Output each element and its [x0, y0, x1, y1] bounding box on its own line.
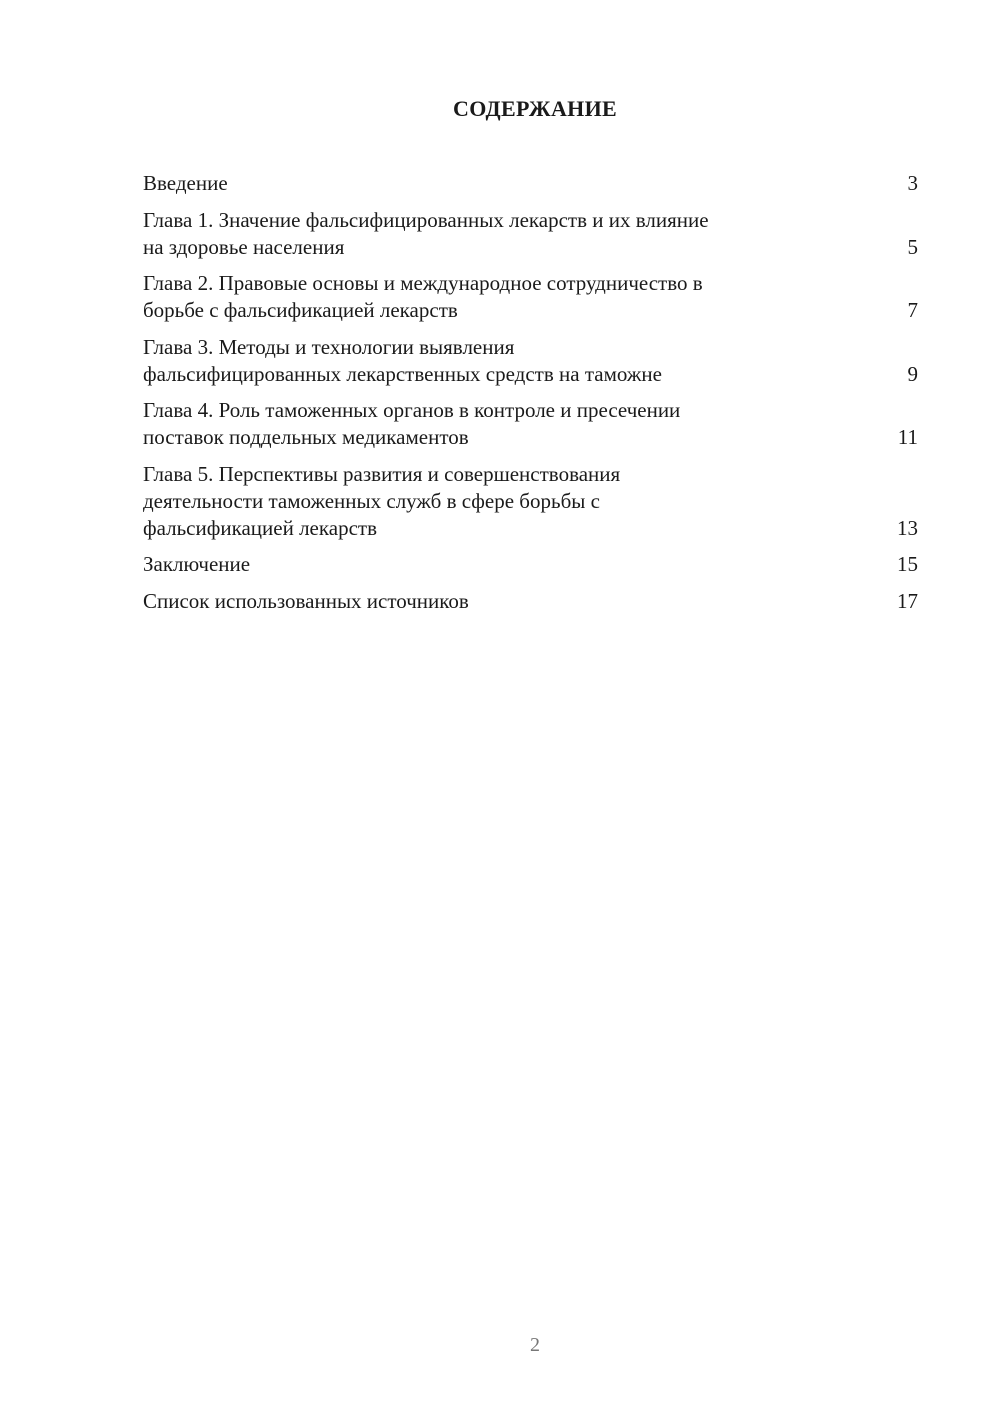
toc-entry-references — [143, 588, 918, 615]
toc-entry-chapter-3 — [143, 334, 918, 388]
toc-entry-text: Введение — [143, 171, 228, 195]
toc-entry-page: 15 — [897, 552, 918, 576]
toc-entry-page: 9 — [907, 361, 918, 386]
toc-entry-page: 11 — [897, 425, 918, 449]
toc-entry-text: Глава 1. Значение фальсифицированных лекарств и их влияние на здоровье населения — [143, 207, 709, 259]
toc-entry-page: 3 — [907, 171, 918, 195]
toc-entry-text: Глава 3. Методы и технологии выявления фальсифицированных лекарственных средств на таможне — [143, 334, 662, 386]
toc-entry-chapter-1 — [143, 207, 918, 261]
page-number: 2 — [530, 1334, 540, 1356]
toc-entry-conclusion — [143, 551, 918, 578]
table-of-contents — [143, 170, 918, 624]
toc-entry-page: 17 — [897, 588, 918, 613]
toc-entry-text: Заключение — [143, 552, 251, 576]
toc-entry-chapter-5 — [143, 461, 918, 542]
toc-entry-page: 13 — [897, 515, 918, 540]
toc-entry-text: Список использованных источников — [143, 588, 469, 613]
toc-entry-text: Глава 4. Роль таможенных органов в контроле и пресечении поставок поддельных медикаментов — [143, 398, 681, 449]
toc-entry-text: Глава 5. Перспективы развития и совершенствования деятельности таможенных служб в сфере борьбы с фальсификацией лекарств — [143, 461, 621, 540]
page-title: СОДЕРЖАНИЕ — [453, 96, 617, 121]
toc-entry-chapter-2 — [143, 270, 918, 324]
toc-entry-introduction — [143, 170, 918, 197]
toc-entry-page: 5 — [907, 234, 918, 259]
toc-entry-text: Глава 2. Правовые основы и международное сотрудничество в борьбе с фальсификацией лекарств — [143, 271, 703, 322]
toc-entry-page: 7 — [907, 298, 918, 322]
toc-entry-chapter-4 — [143, 397, 918, 451]
